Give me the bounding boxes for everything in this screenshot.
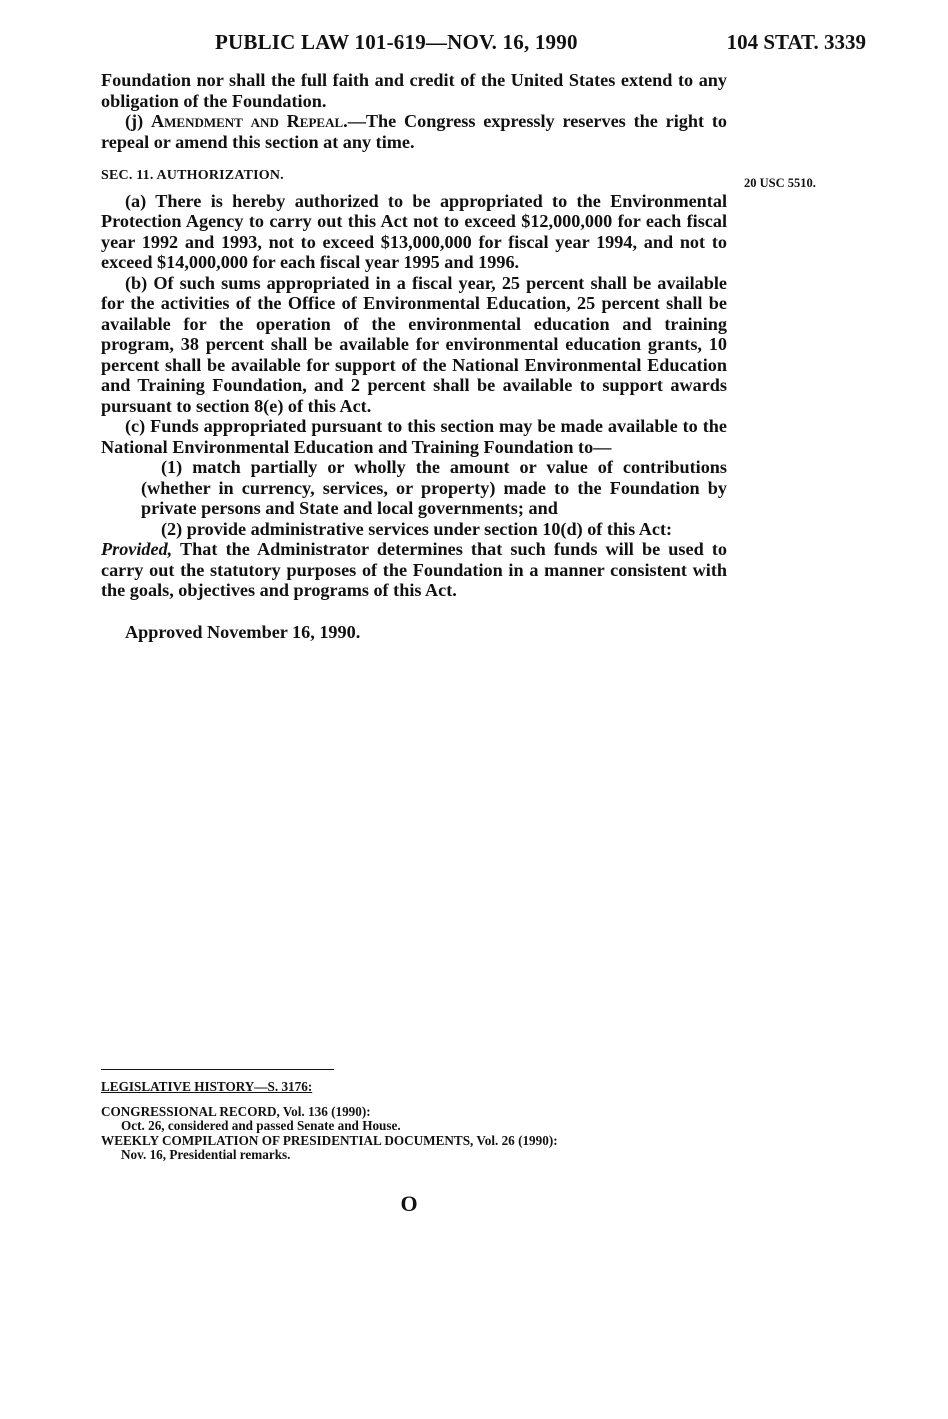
footnote-rule	[101, 1069, 334, 1070]
legislative-history-lines	[101, 1105, 741, 1163]
legislative-history-line: Oct. 26, considered and passed Senate and House.	[121, 1118, 401, 1133]
legislative-history	[101, 1080, 741, 1163]
legislative-history-line: Nov. 16, Presidential remarks.	[121, 1147, 291, 1162]
running-head: PUBLIC LAW 101-619—NOV. 16, 1990	[215, 30, 578, 54]
legislative-history-title: LEGISLATIVE HISTORY—S. 3176:	[101, 1079, 313, 1094]
paragraph-b: (b) Of such sums appropriated in a fiscal year, 25 percent shall be available for the activities of the Office of Environmental Education, 25 percent shall be available for the operation of the environmental education and training program, 38 percent shall be available for environmental education grants, 10 percent shall be available for support of the National Environmental Education and Training Foundation, and 2 percent shall be available to support awards pursuant to section 8(e) of this Act.	[101, 272, 727, 416]
subsection-j-number: (j)	[125, 111, 151, 131]
subsection-j-title: Amendment and Repeal.	[151, 111, 348, 131]
proviso-lead: Provided,	[101, 539, 173, 559]
end-mark: O	[400, 1191, 418, 1216]
subsection-j	[101, 111, 727, 152]
body-text	[101, 70, 727, 642]
paragraph-a: (a) There is hereby authorized to be appropriated to the Environmental Protection Agency to carry out this Act not to exceed $12,000,000 for each fiscal year 1992 and 1993, not to exceed $13,000,000 for fiscal year 1994, and not to exceed $14,000,000 for each fiscal year 1995 and 1996.	[101, 190, 727, 272]
margin-note: 20 USC 5510.	[744, 176, 816, 190]
proviso-text: That the Administrator determines that such funds will be used to carry out the statutory purposes of the Foundation in a manner consistent with the goals, objectives and programs of this Act.	[101, 539, 727, 600]
proviso	[101, 539, 727, 601]
section-heading: SEC. 11. AUTHORIZATION.	[101, 168, 284, 183]
page-header	[0, 30, 948, 60]
paragraph-c: (c) Funds appropriated pursuant to this section may be made available to the National Environmental Education and Training Foundation to—	[101, 416, 727, 457]
paragraph-c-item-2: (2) provide administrative services under section 10(d) of this Act:	[161, 518, 673, 539]
continuation-paragraph: Foundation nor shall the full faith and credit of the United States extend to any obligation of the Foundation.	[101, 70, 727, 111]
legislative-history-line: WEEKLY COMPILATION OF PRESIDENTIAL DOCUMENTS, Vol. 26 (1990):	[101, 1132, 558, 1148]
legislative-history-line: CONGRESSIONAL RECORD, Vol. 136 (1990):	[101, 1103, 371, 1119]
statute-page-number: 104 STAT. 3339	[726, 30, 866, 54]
subsection-j-text: —The Congress expressly reserves the right to repeal or amend this section at any time.	[101, 111, 727, 152]
approval-date: Approved November 16, 1990.	[125, 621, 361, 642]
paragraph-c-item-1: (1) match partially or wholly the amount or value of contributions (whether in currency, services, or property) made to the Foundation by private persons and State and local governments; and	[141, 457, 727, 518]
